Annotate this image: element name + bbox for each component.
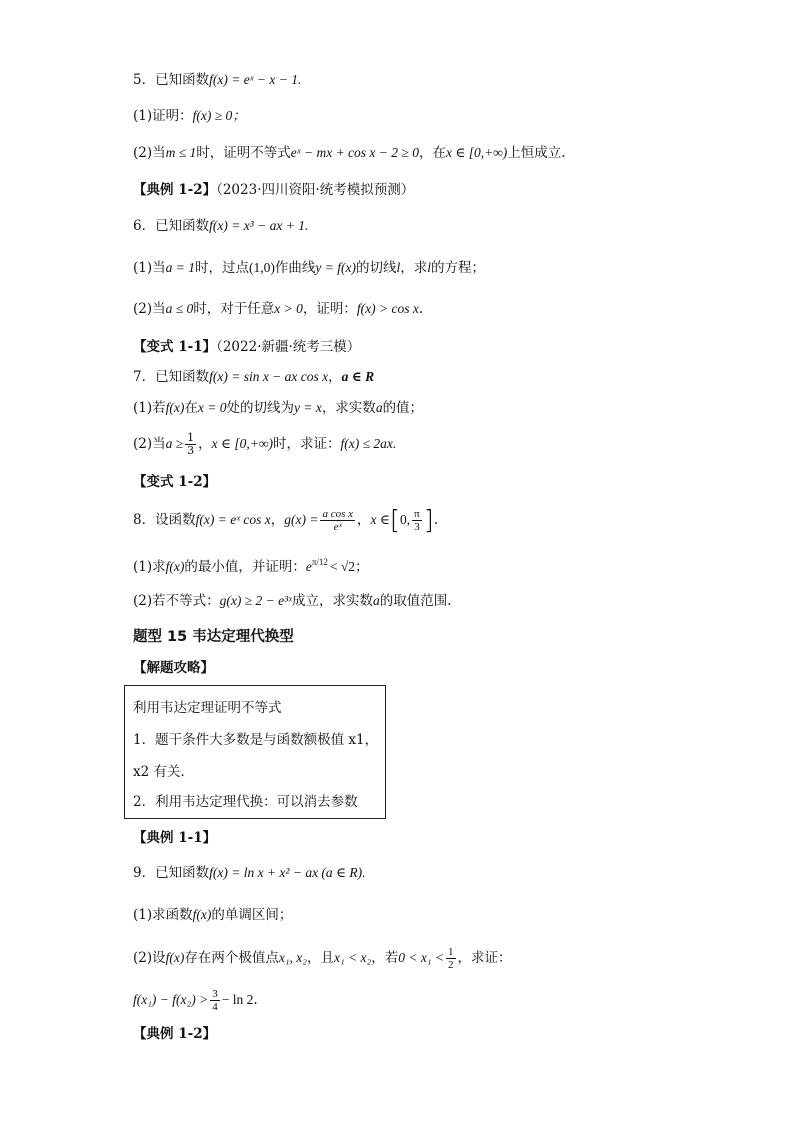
q9-part2-formula: f(x₁) − f(x₂) > xyxy=(133,992,209,1007)
q8-part1-rest: < √2 xyxy=(329,559,356,574)
q8-domain-left: x ∈ xyxy=(370,512,390,527)
strategy-box xyxy=(124,685,386,819)
q9-function: f(x) = ln x + x² − ax (a ∈ R). xyxy=(209,865,366,880)
q9-part2-suffix: ，求证： xyxy=(457,950,512,966)
q8-part1-prefix: (1)求 xyxy=(133,559,166,575)
q9-part2-points: x₁, x₂ xyxy=(278,950,307,965)
right-bracket-icon: ] xyxy=(423,505,434,536)
q7-part2-formula: f(x) ≤ 2ax. xyxy=(340,436,397,451)
q7-part1-mid2: 处的切线为 xyxy=(226,400,294,416)
q9-part2-prefix: (2)设 xyxy=(133,950,166,966)
q7-part1-line: y = x xyxy=(293,400,322,415)
q5-part2-formula: eˣ − mx + cos x − 2 ≥ 0 xyxy=(290,145,419,160)
q6-part1 xyxy=(133,258,485,278)
q7-part1-f: f(x) xyxy=(165,400,185,415)
q8-part2-a: a xyxy=(372,593,380,608)
q8-g-left: g(x) = xyxy=(284,512,319,527)
q8-part2-formula: g(x) ≥ 2 − e³ˣ xyxy=(219,593,292,608)
q8-part2 xyxy=(133,591,452,611)
q7-stem xyxy=(133,367,374,387)
q8-part1-f: f(x) xyxy=(165,559,185,574)
q9-part2-order: x₁ < x₂ xyxy=(333,950,372,965)
q9-part2-f: f(x) xyxy=(165,950,185,965)
q5-part2-prefix: (2)当 xyxy=(133,145,166,161)
q7-stem-comma: ， xyxy=(328,369,342,385)
fraction-numerator: 1 xyxy=(448,946,454,958)
q8-comma1: ， xyxy=(270,512,285,528)
section-title: 题型 15 韦达定理代换型 xyxy=(133,629,294,645)
q9-part2-mid: 存在两个极值点 xyxy=(184,950,279,966)
q5-part2 xyxy=(133,143,566,163)
variant-label: 【变式 1-1】 xyxy=(133,339,217,355)
q8-stem-text: 8．设函数 xyxy=(133,512,196,528)
fraction-denominator: 3 xyxy=(414,521,420,533)
q7-part2 xyxy=(133,432,396,457)
q6-part1-suffix: 的方程； xyxy=(431,260,485,276)
strategy-line-3: x2 有关． xyxy=(133,764,194,780)
q6-part1-prefix: (1)当 xyxy=(133,260,166,276)
q6-part2 xyxy=(133,299,423,319)
q8-domain-start: 0, xyxy=(400,512,411,527)
q5-part2-comma: ，在 xyxy=(418,145,446,161)
q9-part2 xyxy=(133,946,512,971)
q7-part1-a: a xyxy=(375,400,383,415)
q6-part2-prefix: (2)当 xyxy=(133,301,166,317)
strategy-line-4: 2．利用韦达定理代换：可以消去参数 xyxy=(133,794,358,810)
q7-part2-fraction xyxy=(185,432,196,457)
q8-g-fraction xyxy=(320,508,355,533)
q6-part1-mid1: 时，过点 xyxy=(195,260,249,276)
fraction-denominator: eˣ xyxy=(333,521,342,533)
q7-stem-domain: a ∈ R xyxy=(341,369,375,384)
q6-part2-formula: f(x) > cos x xyxy=(356,301,419,316)
example-1-2-footer-header: 【典例 1-2】 xyxy=(133,1026,217,1042)
q7-part1 xyxy=(133,398,423,418)
q6-part1-curve: y = f(x) xyxy=(315,260,356,275)
q6-part2-var: x > 0 xyxy=(274,301,303,316)
strategy-label: 【解题攻略】 xyxy=(133,660,214,676)
q5-part2-mid: 时，证明不等式 xyxy=(196,145,291,161)
q9-formula-rest: − ln 2 xyxy=(221,992,254,1007)
q7-part1-mid: 在 xyxy=(184,400,198,416)
q8-f-formula: f(x) = eˣ cos x xyxy=(195,512,271,527)
q6-part1-point: (1,0) xyxy=(249,260,275,275)
q5-part2-suffix: 上恒成立. xyxy=(507,145,566,161)
fraction-numerator: π xyxy=(414,508,420,520)
q7-part1-point: x = 0 xyxy=(197,400,227,415)
variant-source: （2022·新疆·统考三模） xyxy=(216,339,361,355)
q9-stem xyxy=(133,863,366,883)
q8-domain-fraction xyxy=(412,508,422,533)
fraction-numerator: 3 xyxy=(212,988,218,1000)
example-label: 【典例 1-2】 xyxy=(133,182,217,198)
q7-part1-mid3: ，求实数 xyxy=(321,400,376,416)
q7-part1-suffix: 的值； xyxy=(382,400,424,416)
q6-part1-l2: l xyxy=(427,260,431,275)
q6-function: f(x) = x³ − ax + 1. xyxy=(209,218,309,233)
q8-stem xyxy=(133,505,439,536)
q7-part2-comma: ， xyxy=(198,436,212,452)
q6-part1-mid4: ，求 xyxy=(400,260,428,276)
q5-part2-domain: x ∈ [0,+∞) xyxy=(445,145,508,160)
q6-part1-l: l xyxy=(396,260,401,275)
q6-stem-text: 6．已知函数 xyxy=(133,218,210,234)
q6-part1-cond: a = 1 xyxy=(165,260,195,275)
example-1-1-header: 【典例 1-1】 xyxy=(133,830,217,846)
example-source: （2023·四川资阳·统考模拟预测） xyxy=(216,182,415,198)
q8-part2-suffix: 的取值范围. xyxy=(379,593,452,609)
q9-part1-suffix: 的单调区间； xyxy=(211,907,293,923)
q9-stem-text: 9．已知函数 xyxy=(133,865,210,881)
q5-part1-label: (1)证明： xyxy=(133,108,193,124)
fraction-numerator: a cos x xyxy=(322,508,353,520)
q5-part1-formula: f(x) ≥ 0； xyxy=(192,108,246,123)
variant-1-2-header xyxy=(133,472,216,492)
q9-part2-mid2: ，且 xyxy=(306,950,334,966)
q9-part1 xyxy=(133,905,292,925)
q9-part2-range: 0 < x₁ < xyxy=(398,950,444,965)
q6-part2-mid2: ，证明： xyxy=(302,301,357,317)
fraction-denominator: 2 xyxy=(448,959,454,971)
q8-part1 xyxy=(133,552,369,577)
q8-part2-prefix: (2)若不等式： xyxy=(133,593,220,609)
q8-part1-suffix: ； xyxy=(355,559,369,575)
q8-part1-exponent: π/12 xyxy=(311,557,328,567)
q6-part1-mid2: 作曲线 xyxy=(274,260,316,276)
q7-part2-prefix: (2)当 xyxy=(133,436,166,452)
q7-function: f(x) = sin x − ax cos x xyxy=(209,369,329,384)
q5-function: f(x) = eˣ − x − 1. xyxy=(209,72,302,87)
example-1-2-header xyxy=(133,180,414,200)
q8-part1-e: e xyxy=(305,559,312,574)
q5-part1 xyxy=(133,106,246,126)
variant-label: 【变式 1-2】 xyxy=(133,474,217,490)
q5-part2-cond: m ≤ 1 xyxy=(165,145,197,160)
q8-comma2: ， xyxy=(357,512,371,528)
q8-part2-mid: 成立，求实数 xyxy=(291,593,373,609)
q6-stem xyxy=(133,216,308,236)
q7-stem-text: 7．已知函数 xyxy=(133,369,210,385)
q9-part1-prefix: (1)求函数 xyxy=(133,907,193,923)
q7-part2-a-ge: a ≥ xyxy=(165,436,184,451)
q9-part2-mid3: ，若 xyxy=(371,950,399,966)
q9-formula-suffix: . xyxy=(253,992,258,1008)
q9-part2-continued xyxy=(133,988,258,1013)
q7-part1-prefix: (1)若 xyxy=(133,400,166,416)
q6-part1-mid3: 的切线 xyxy=(355,260,397,276)
left-bracket-icon: [ xyxy=(389,505,401,536)
strategy-line-2: 1．题干条件大多数是与函数额极值 x1， xyxy=(133,732,379,748)
q6-part2-suffix: . xyxy=(418,301,424,317)
variant-1-1-header xyxy=(133,337,360,357)
fraction-numerator: 1 xyxy=(187,431,195,444)
q9-part1-f: f(x) xyxy=(192,907,212,922)
q8-part1-mid: 的最小值，并证明： xyxy=(184,559,306,575)
q6-part2-cond: a ≤ 0 xyxy=(165,301,194,316)
q7-part2-mid: 时，求证： xyxy=(273,436,341,452)
fraction-denominator: 4 xyxy=(212,1001,218,1013)
q9-formula-fraction xyxy=(210,988,220,1013)
q6-part2-mid: 时，对于任意 xyxy=(193,301,275,317)
strategy-line-1: 利用韦达定理证明不等式 xyxy=(133,700,282,716)
q5-stem-text: 5．已知函数 xyxy=(133,72,210,88)
q7-part2-domain: x ∈ [0,+∞) xyxy=(211,436,274,451)
q9-part2-fraction xyxy=(446,946,456,971)
q8-domain-suffix: . xyxy=(433,512,439,528)
fraction-denominator: 3 xyxy=(187,444,195,457)
q5-stem xyxy=(133,70,301,90)
